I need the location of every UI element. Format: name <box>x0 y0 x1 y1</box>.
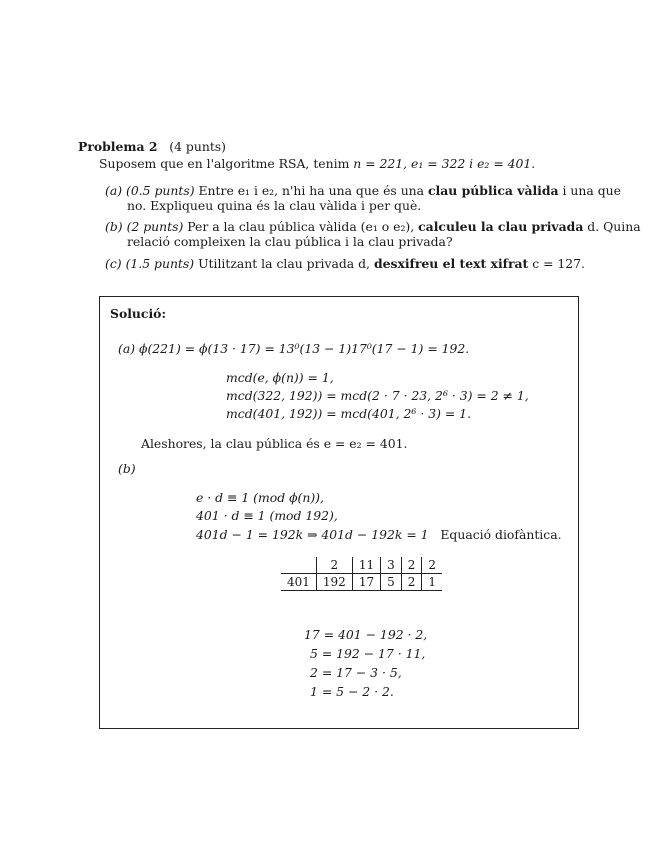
congruence-line-3 <box>196 527 562 542</box>
solution-conclusion: Aleshores, la clau pública és e = e₂ = 401. <box>141 436 408 451</box>
part-a-line2: no. Expliqueu quina és la clau vàlida i per què. <box>127 198 422 213</box>
table-cell: 2 <box>401 557 422 574</box>
part-c-text: Utilitzant la clau privada d, <box>198 256 374 271</box>
part-a-bold: clau pública vàlida <box>428 183 559 198</box>
part-a-marker: (a) <box>105 183 123 198</box>
gcd-line-1: mcd(e, ϕ(n)) = 1, <box>226 370 334 385</box>
table-cell: 11 <box>352 557 380 574</box>
euclid-table-wrap <box>281 557 442 591</box>
gcd-line-2: mcd(322, 192)) = mcd(2 · 7 · 23, 2⁶ · 3) = 2 ≠ 1, <box>226 388 529 403</box>
problem-intro <box>99 156 535 171</box>
part-b-points: (2 punts) <box>126 219 184 234</box>
diophantine-equation: 401d − 1 = 192k ⇒ 401d − 192k = 1 <box>196 527 429 542</box>
part-a-text-end: i una que <box>558 183 621 198</box>
euclid-line-3: 2 = 17 − 3 · 5, <box>310 665 402 680</box>
solution-a-marker: (a) <box>118 341 136 356</box>
intro-math: n = 221, e₁ = 322 i e₂ = 401. <box>353 156 536 171</box>
part-a-points: (0.5 punts) <box>126 183 195 198</box>
euclid-line-4: 1 = 5 − 2 · 2. <box>310 684 394 699</box>
part-b-bold: calculeu la clau privada <box>418 219 584 234</box>
table-cell: 1 <box>422 574 442 591</box>
part-c-marker: (c) <box>105 256 122 271</box>
problem-points: (4 punts) <box>169 139 227 154</box>
gcd-line-3: mcd(401, 192)) = mcd(401, 2⁶ · 3) = 1. <box>226 406 472 421</box>
table-cell <box>281 557 316 574</box>
diophantine-label: Equació diofàntica. <box>440 527 562 542</box>
solution-b-marker: (b) <box>118 461 136 476</box>
intro-text: Suposem que en l'algoritme RSA, tenim <box>99 156 354 171</box>
part-c-line1 <box>105 256 585 271</box>
euclid-line-1: 17 = 401 − 192 · 2, <box>304 627 428 642</box>
remainders-row <box>281 574 442 591</box>
phi-equation: ϕ(221) = ϕ(13 · 17) = 13⁰(13 − 1)17⁰(17 − 1) = 192. <box>139 341 470 356</box>
problem-header <box>78 139 226 154</box>
part-b-text: Per a la clau pública vàlida (e₁ o e₂), <box>187 219 419 234</box>
table-cell: 2 <box>422 557 442 574</box>
part-c-points: (1.5 punts) <box>125 256 195 271</box>
congruence-line-1: e · d ≡ 1 (mod ϕ(n)), <box>196 490 324 505</box>
table-cell: 17 <box>352 574 380 591</box>
euclid-line-2: 5 = 192 − 17 · 11, <box>310 646 426 661</box>
part-b-line2: relació compleixen la clau pública i la clau privada? <box>127 234 453 249</box>
table-cell: 192 <box>316 574 352 591</box>
part-a-line1 <box>105 183 621 198</box>
part-c-text-end: c = 127. <box>528 256 585 271</box>
quotients-row <box>281 557 442 574</box>
table-cell: 401 <box>281 574 316 591</box>
congruence-line-2: 401 · d ≡ 1 (mod 192), <box>196 508 338 523</box>
table-cell: 5 <box>381 574 402 591</box>
part-c-bold: desxifreu el text xifrat <box>373 256 529 271</box>
problem-title: Problema 2 <box>78 139 158 154</box>
part-b-marker: (b) <box>105 219 123 234</box>
table-cell: 3 <box>381 557 402 574</box>
part-b-line1 <box>105 219 641 234</box>
solution-heading: Solució: <box>110 306 167 321</box>
euclid-table <box>281 557 442 591</box>
part-b-text-end: d. Quina <box>583 219 641 234</box>
table-cell: 2 <box>401 574 422 591</box>
solution-a-phi <box>118 341 469 356</box>
table-cell: 2 <box>316 557 352 574</box>
part-a-text: Entre e₁ i e₂, n'hi ha una que és una <box>198 183 428 198</box>
